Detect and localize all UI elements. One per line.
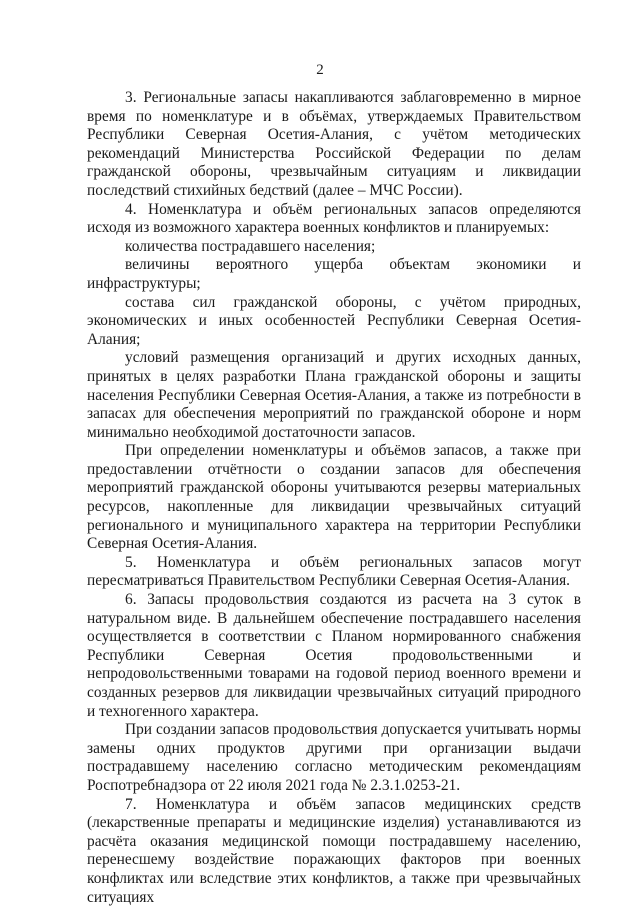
paragraph-6-food-reserves: 6. Запасы продовольствия создаются из расчета на 3 суток в натуральном виде. В дальнейшем обеспечение пострадавшего населения осуществляется в соответствии с Планом нормированного снабжения Республики Северная Осетия продовольственными и непродовольственными товарами на годовой период военного времени и созданных резервов для ликвидации чрезвычайных ситуаций природного и техногенного характера. (87, 591, 581, 720)
paragraph-3-regional-reserves: 3. Региональные запасы накапливаются заблаговременно в мирное время по номенклатуре и в объёмах, утверждаемых Правительством Республики Северная Осетия-Алания, с учётом методических рекомендаций Министерства Российской Федерации по делам гражданской обороны, чрезвычайным ситуациям и ликвидации последствий стихийных бедствий (далее – МЧС России). (87, 89, 581, 199)
page-number: 2 (316, 62, 324, 78)
list-item-population: количества пострадавшего населения; (125, 237, 376, 255)
list-item-damage: величины вероятного ущерба объектам экономики и инфраструктуры; (87, 256, 581, 292)
paragraph-food-substitution: При создании запасов продовольствия допускается учитывать нормы замены одних продуктов другими при организации выдачи пострадавшему населению согласно методическим рекомендациям Роспотребнадзора от 22 июля 2021 года № 2.3.1.0253-21. (87, 721, 581, 794)
paragraph-reporting: При определении номенклатуры и объёмов запасов, а также при предоставлении отчётности о создании запасов для обеспечения мероприятий гражданской обороны учитываются резервы материальных ресурсов, накопленные для ликвидации чрезвычайных ситуаций регионального и муниципального характера на территории Республики Северная Осетия-Алания. (87, 442, 581, 553)
list-item-conditions: условий размещения организаций и других исходных данных, принятых в целях разработки Плана гражданской обороны и защиты населения Республики Северная Осетия-Алания, а также из потребности в запасах для обеспечения мероприятий по гражданской обороне и норм минимально необходимой достаточности запасов. (87, 349, 581, 441)
document-body (87, 89, 581, 907)
paragraph-5-revision: 5. Номенклатура и объём региональных запасов могут пересматриваться Правительством Республики Северная Осетия-Алания. (87, 553, 581, 590)
paragraph-7-medical-reserves: 7. Номенклатура и объём запасов медицинских средств (лекарственные препараты и медицинские изделия) устанавливаются из расчёта оказания медицинской помощи пострадавшему населению, перенесшему воздействие поражающих факторов при военных конфликтах или вследствие этих конфликтов, а также при чрезвычайных ситуациях (87, 795, 581, 906)
list-item-forces: состава сил гражданской обороны, с учётом природных, экономических и иных особенностей Республики Северная Осетия-Алания; (87, 293, 581, 348)
paragraph-4-nomenclature: 4. Номенклатура и объём региональных запасов определяются исходя из возможного характера военных конфликтов и планируемых: (87, 200, 581, 237)
